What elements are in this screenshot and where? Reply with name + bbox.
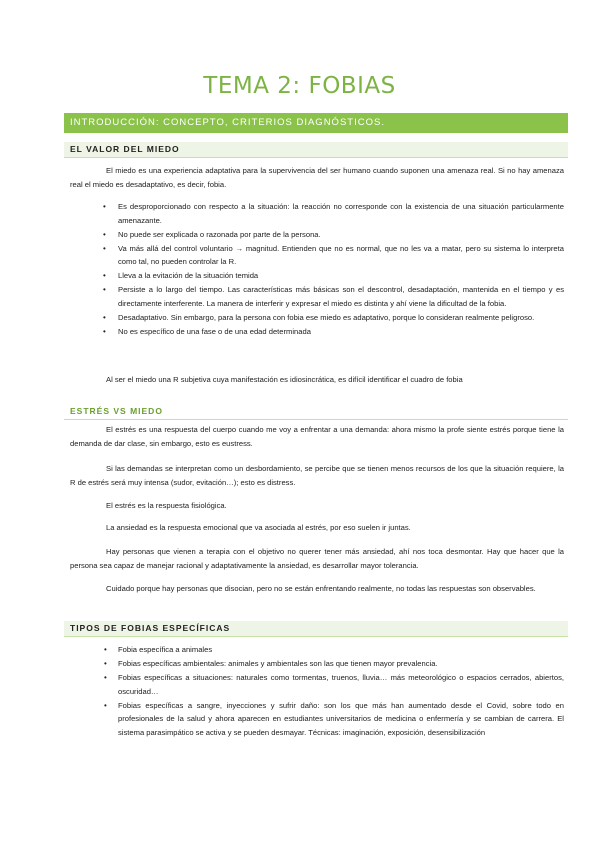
list-item: • Va más allá del control voluntario → magnitud. Entienden que no es normal, que no les va a matar, pero su sistema lo interpreta como tal, no pueden controlar la R. [103,243,564,266]
bullet-icon: • [103,243,106,253]
bullet-icon: • [103,202,106,211]
list-item: • Persiste a lo largo del tiempo. Las características más básicas son el descontrol, desadaptación, mantenida en el tiempo y es directamente interferente. La manera de interferir y expresar el miedo es distinta y ahí viene la dificultad de la fobia. [103,285,564,308]
list-item: • No es específico de una fase o de una edad determinada [70,325,564,339]
bullet-icon: • [103,229,106,239]
bullet-icon: • [103,326,106,336]
bullet-icon: • [103,285,106,294]
list-item: • Fobias específicas a situaciones: naturales como tormentas, truenos, lluvia… más meteorológico o espacios cerrados, abiertos, oscuridad… [104,673,564,696]
section-heading-tipos-fobias: TIPOS DE FOBIAS ESPECÍFICAS [64,621,568,637]
bullet-icon: • [103,271,106,280]
bullet-icon: • [104,659,107,668]
list-item: • Fobias específicas ambientales: animales y ambientales son las que tienen mayor prevalencia. [70,657,564,671]
paragraph-estres-4: La ansiedad es la respuesta emocional que va asociada al estrés, por eso suelen ir juntas. [106,523,411,532]
paragraph-miedo-intro: El miedo es una experiencia adaptativa para la supervivencia del ser humano cuando suponen una amenaza real. Si no hay amenaza real el miedo es desadaptativo, es decir, fobia. [70,166,564,189]
paragraph-miedo-closing: Al ser el miedo una R subjetiva cuya manifestación es idiosincrática, es difícil identificar el cuadro de fobia [106,375,463,384]
bullet-icon: • [104,645,107,654]
list-item: • Fobias específicas a sangre, inyecciones y sufrir daño: son los que más han aumentado desde el Covid, sobre todo en profesionales de la salud y ahora aparecen en estudiantes universitarios de medicina o enfermería y se cambian de carrera. El sistema parasimpático se activa y se pueden desmayar. Técnicas: imaginación, exposición, desensibilización [104,700,564,737]
bullet-icon: • [104,700,107,710]
list-item: • Fobia específica a animales [70,643,564,657]
list-item: • Desadaptativo. Sin embargo, para la persona con fobia ese miedo es adaptativo, porque lo consideran realmente peligroso. [70,311,564,325]
paragraph-estres-6: Cuidado porque hay personas que disocian, pero no se están enfrentando realmente, no todas las respuestas son observables. [106,584,536,593]
bullet-icon: • [103,312,106,322]
paragraph-estres-1: El estrés es una respuesta del cuerpo cuando me voy a enfrentar a una demanda: ahora mismo la profe siente estrés porque tiene la demanda de dar clase, sin embargo, esto es eustress. [70,425,564,448]
section-heading-valor-del-miedo: EL VALOR DEL MIEDO [64,142,568,158]
list-item: • Lleva a la evitación de la situación temida [70,269,564,283]
paragraph-estres-5: Hay personas que vienen a terapia con el objetivo no querer tener más ansiedad, ahí nos toca desmontar. Hay que hacer que la persona sea capaz de manejar racional y adaptativamente la ansiedad, es desarrollar mayor tolerancia. [70,547,564,570]
section-banner-introduccion: INTRODUCCIÓN: CONCEPTO, CRITERIOS DIAGNÓSTICOS. [64,113,568,133]
paragraph-estres-3: El estrés es la respuesta fisiológica. [106,501,227,510]
section-heading-estres-vs-miedo: ESTRÉS VS MIEDO [64,404,568,420]
list-criterios [70,200,564,339]
list-tipos-fobias [70,643,564,740]
bullet-icon: • [104,673,107,682]
list-item: • No puede ser explicada o razonada por parte de la persona. [70,228,564,242]
list-item: • Es desproporcionado con respecto a la situación: la reacción no corresponde con la existencia de una situación particularmente amenazante. [103,202,564,225]
page-title: TEMA 2: FOBIAS [203,73,396,99]
paragraph-estres-2: Si las demandas se interpretan como un desbordamiento, se percibe que se tienen menos recursos de los que la situación requiere, la R de estrés será muy intensa (sudor, evitación…); esto es distress. [70,464,564,487]
